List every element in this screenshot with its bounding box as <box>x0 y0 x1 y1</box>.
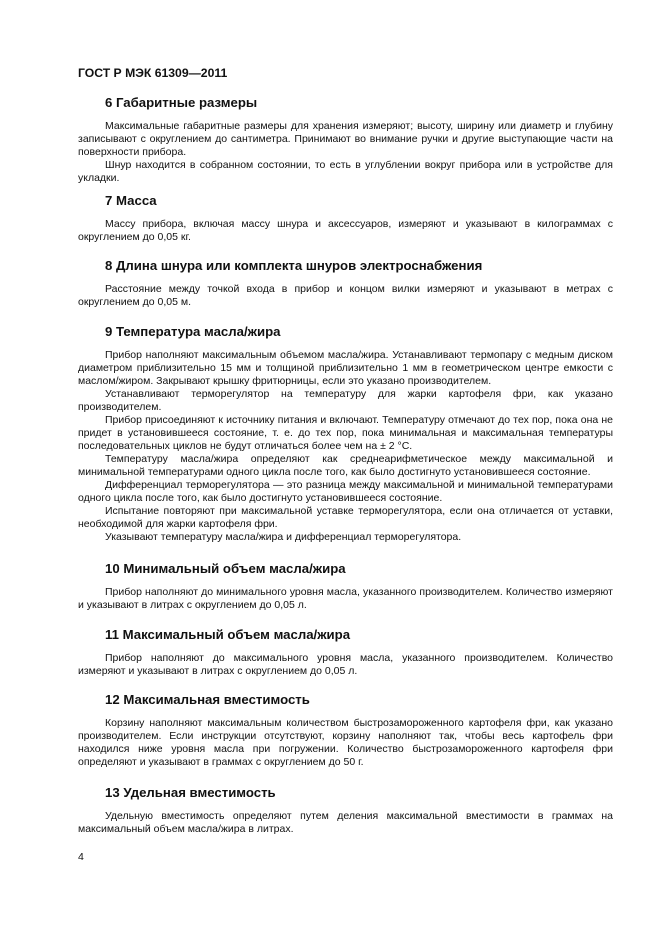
section-8 <box>78 258 613 309</box>
paragraph: Массу прибора, включая массу шнура и аксессуаров, измеряют и указывают в килограммах с округлением до 0,05 кг. <box>78 218 613 243</box>
section-13 <box>78 785 613 836</box>
section-heading: 13 Удельная вместимость <box>105 785 276 800</box>
section-heading: 9 Температура масла/жира <box>105 324 281 339</box>
section-heading: 11 Максимальный объем масла/жира <box>105 627 351 642</box>
paragraph: Максимальные габаритные размеры для хранения измеряют; высоту, ширину или диаметр и глубину записывают с округлением до сантиметра. Принимают во внимание ручки и другие выступающие части на поверхности прибора. <box>78 120 613 158</box>
paragraph: Прибор наполняют максимальным объемом масла/жира. Устанавливают термопару с медным диском диаметром приблизительно 15 мм и толщиной приблизительно 1 мм в геометрическом центре емкости с маслом/жиром. Закрывают крышку фритюрницы, если это указано производителем. <box>78 349 613 387</box>
section-10 <box>78 561 613 612</box>
section-heading: 12 Максимальная вместимость <box>105 692 310 707</box>
paragraph: Устанавливают терморегулятор на температуру для жарки картофеля фри, как указано производителем. <box>78 388 613 413</box>
paragraph: Удельную вместимость определяют путем деления максимальной вместимости в граммах на максимальный объем масла/жира в литрах. <box>78 810 613 835</box>
section-heading: 8 Длина шнура или комплекта шнуров электроснабжения <box>105 258 483 273</box>
paragraph: Дифференциал терморегулятора — это разница между максимальной и минимальной температурами одного цикла после того, как было достигнуто установившееся состояние. <box>78 479 613 504</box>
paragraph: Расстояние между точкой входа в прибор и концом вилки измеряют и указывают в метрах с округлением до 0,05 м. <box>78 283 613 308</box>
paragraph: Испытание повторяют при максимальной уставке терморегулятора, если она отличается от уставки, необходимой для жарки картофеля фри. <box>78 505 613 530</box>
section-heading: 7 Масса <box>105 193 157 208</box>
section-11 <box>78 627 613 678</box>
paragraph: Корзину наполняют максимальным количеством быстрозамороженного картофеля фри, как указано производителем. Если инструкции отсутствуют, корзину наполняют так, чтобы весь картофель фри находился ниже уровня масла при погружении. Количество быстрозамороженного картофеля фри определяют и указывают в граммах с округлением до 50 г. <box>78 717 613 768</box>
paragraph: Температуру масла/жира определяют как среднеарифметическое между максимальной и минимальной температурами одного цикла после того, как было достигнуто установившееся состояние. <box>78 453 613 478</box>
section-heading: 10 Минимальный объем масла/жира <box>105 561 346 576</box>
document-header: ГОСТ Р МЭК 61309—2011 <box>78 66 228 80</box>
section-12 <box>78 692 613 769</box>
page-number: 4 <box>78 851 84 863</box>
paragraph: Шнур находится в собранном состоянии, то есть в углублении вокруг прибора или в устройстве для укладки. <box>78 159 613 184</box>
paragraph: Прибор наполняют до максимального уровня масла, указанного производителем. Количество измеряют и указывают в литрах с округлением до 0,05 л. <box>78 652 613 677</box>
section-heading: 6 Габаритные размеры <box>105 95 258 110</box>
section-7 <box>78 193 613 244</box>
paragraph: Прибор наполняют до минимального уровня масла, указанного производителем. Количество измеряют и указывают в литрах с округлением до 0,05 л. <box>78 586 613 611</box>
paragraph: Указывают температуру масла/жира и дифференциал терморегулятора. <box>105 531 462 543</box>
paragraph: Прибор присоединяют к источнику питания и включают. Температуру отмечают до тех пор, пока она не придет в установившееся состояние, т. е. до тех пор, пока минимальная и максимальная температуры последовательных циклов не будут отличаться более чем на ± 2 °С. <box>78 414 613 452</box>
section-6 <box>78 95 613 185</box>
section-9 <box>78 324 613 544</box>
